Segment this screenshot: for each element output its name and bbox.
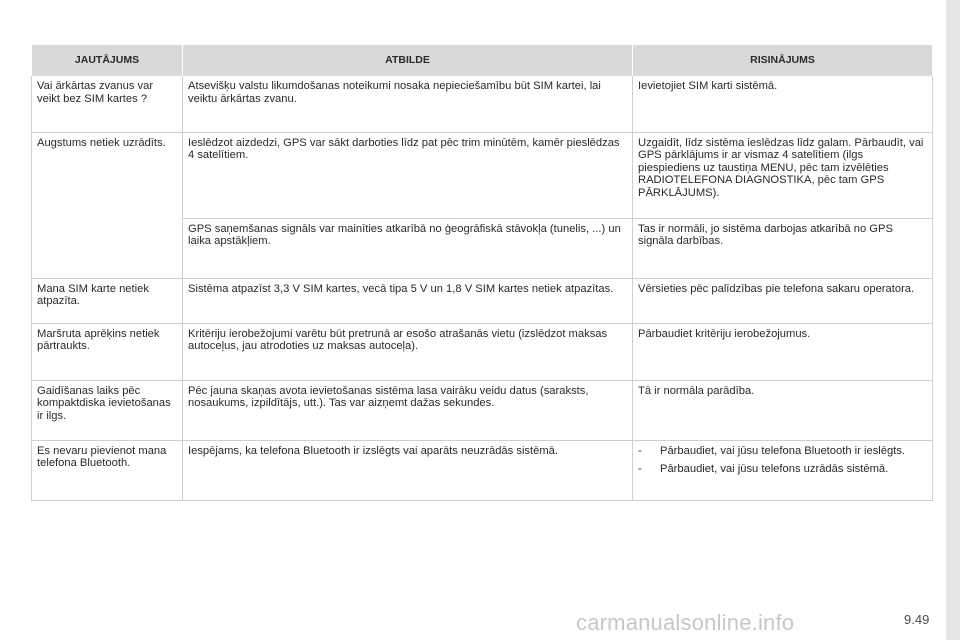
solution-list [638, 445, 927, 476]
question-cell: Vai ārkārtas zvanus var veikt bez SIM kartes ? [32, 76, 183, 132]
table-row [32, 132, 933, 218]
page-number: 9.49 [904, 612, 930, 627]
solution-cell: Tas ir normāli, jo sistēma darbojas atkarībā no GPS signāla darbības. [633, 218, 933, 278]
question-cell: Maršruta aprēķins netiek pārtraukts. [32, 323, 183, 380]
page-edge-strip [946, 0, 960, 640]
solution-cell: Ievietojiet SIM karti sistēmā. [633, 76, 933, 132]
table-header-row [32, 45, 933, 76]
faq-table [31, 45, 933, 501]
answer-cell: Sistēma atpazīst 3,3 V SIM kartes, vecā tipa 5 V un 1,8 V SIM kartes netiek atpazītas. [183, 278, 633, 323]
solution-cell: Vērsieties pēc palīdzības pie telefona sakaru operatora. [633, 278, 933, 323]
table-row [32, 440, 933, 500]
header-answer: ATBILDE [183, 45, 633, 76]
question-cell: Es nevaru pievienot mana telefona Bluetooth. [32, 440, 183, 500]
header-question: JAUTĀJUMS [32, 45, 183, 76]
list-item [638, 463, 927, 476]
question-cell: Mana SIM karte netiek atpazīta. [32, 278, 183, 323]
list-item-text: Pārbaudiet, vai jūsu telefona Bluetooth ir ieslēgts. [660, 444, 906, 457]
solution-cell: Uzgaidīt, līdz sistēma ieslēdzas līdz galam. Pārbaudīt, vai GPS pārklājums ir ar vismaz 4 satelītiem (ilgs piespiediens uz taustiņa MENU, pēc tam izvēlēties RADIOTELEFONA DIAGNOSTIKA, pēc tam GPS PĀRKLĀJUMS). [633, 132, 933, 218]
solution-cell: Pārbaudiet kritēriju ierobežojumus. [633, 323, 933, 380]
answer-cell: Kritēriju ierobežojumi varētu būt pretrunā ar esošo atrašanās vietu (izslēdzot maksas autoceļus, jau atrodoties uz maksas autoceļa). [183, 323, 633, 380]
table-row [32, 278, 933, 323]
list-item [638, 445, 927, 458]
dash-bullet: - [638, 463, 642, 476]
solution-cell: Tā ir normāla parādība. [633, 380, 933, 440]
table-row [32, 323, 933, 380]
header-solution: RISINĀJUMS [633, 45, 933, 76]
watermark-text: carmanualsonline.info [576, 610, 795, 635]
table-row [32, 380, 933, 440]
question-cell: Gaidīšanas laiks pēc kompaktdiska ievietošanas ir ilgs. [32, 380, 183, 440]
list-item-text: Pārbaudiet, vai jūsu telefons uzrādās sistēmā. [660, 463, 889, 476]
answer-cell: Atsevišķu valstu likumdošanas noteikumi nosaka nepieciešamību būt SIM kartei, lai veiktu ārkārtas zvanu. [183, 76, 633, 132]
answer-cell: Iespējams, ka telefona Bluetooth ir izslēgts vai aparāts neuzrādās sistēmā. [183, 440, 633, 500]
question-cell: Augstums netiek uzrādīts. [32, 132, 183, 278]
dash-bullet: - [638, 444, 642, 457]
answer-cell: GPS saņemšanas signāls var mainīties atkarībā no ģeogrāfiskā stāvokļa (tunelis, ...) un laika apstākļiem. [183, 218, 633, 278]
answer-cell: Ieslēdzot aizdedzi, GPS var sākt darboties līdz pat pēc trim minūtēm, kamēr pieslēdzas 4 satelītiem. [183, 132, 633, 218]
answer-cell: Pēc jauna skaņas avota ievietošanas sistēma lasa vairāku veidu datus (saraksts, nosaukums, izpildītājs, utt.). Tas var aizņemt dažas sekundes. [183, 380, 633, 440]
solution-cell [633, 440, 933, 500]
table-row [32, 76, 933, 132]
